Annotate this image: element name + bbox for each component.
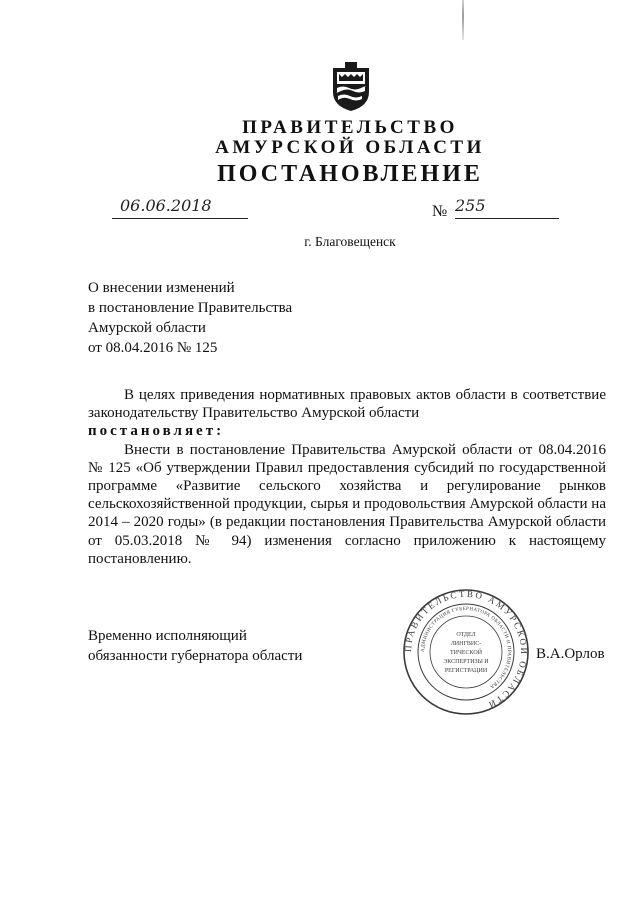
date-field <box>112 198 248 219</box>
stamp-center-line: ТИЧЕСКОЙ <box>449 650 483 656</box>
svg-text:АДМИНИСТРАЦИЯ ГУБЕРНАТОРА ОБЛА <box>421 607 511 689</box>
government-title-line1: ПРАВИТЕЛЬСТВО <box>242 117 458 138</box>
main-paragraph: Внести в постановление Правительства Амурской области от 08.04.2016 № 125 «Об утверждении Правил предоставления субсидий по государственной программе «Развитие сельского хозяйства и регулирование рынков сельскохозяйственной продукции, сырья и продовольствия Амурской области на 2014 – 2020 годы» (в редакции постановления Правительства Амурской области от 05.03.2018 № 94) изменения согласно приложению к настоящему постановлению. <box>88 441 606 567</box>
number-field <box>455 198 559 219</box>
resolves-keyword: постановляет: <box>88 423 225 440</box>
stamp-center-line: ОТДЕЛ <box>456 632 476 638</box>
official-stamp <box>402 588 530 716</box>
coat-of-arms-icon <box>329 62 373 112</box>
stamp-inner-text: АДМИНИСТРАЦИЯ ГУБЕРНАТОРА ОБЛАСТИ И ПРАВИТЕЛЬСТВА <box>420 606 512 690</box>
stamp-outer-text: ПРАВИТЕЛЬСТВО АМУРСКОЙ ОБЛАСТИ <box>402 588 530 711</box>
subject-line: от 08.04.2016 № 125 <box>88 340 218 356</box>
document-type-title: ПОСТАНОВЛЕНИЕ <box>217 161 483 187</box>
position-line: Временно исполняющий <box>88 628 247 644</box>
document-body <box>88 386 606 568</box>
subject-line: О внесении изменений <box>88 280 235 296</box>
preamble-paragraph: В целях приведения нормативных правовых актов области в соответствие законодательству Правительство Амурской области <box>88 387 606 422</box>
stamp-center-line: ЛИНГВИС- <box>450 641 482 647</box>
stamp-center-line: ЭКСПЕРТИЗЫ И <box>443 659 489 665</box>
signatory-position <box>88 626 302 666</box>
signatory-name: В.А.Орлов <box>536 646 605 662</box>
scan-artifact <box>462 0 464 40</box>
handwritten-number: 255 <box>455 196 486 215</box>
position-line: обязанности губернатора области <box>88 648 303 664</box>
subject-line: в постановление Правительства <box>88 300 293 316</box>
handwritten-date: 06.06.2018 <box>120 196 212 215</box>
city-line: г. Благовещенск <box>304 234 396 249</box>
subject-line: Амурской области <box>88 320 206 336</box>
number-sign: № <box>432 203 448 220</box>
government-title-line2: АМУРСКОЙ ОБЛАСТИ <box>215 137 485 158</box>
subject-block <box>88 278 292 358</box>
stamp-center-line: РЕГИСТРАЦИИ <box>444 668 488 674</box>
